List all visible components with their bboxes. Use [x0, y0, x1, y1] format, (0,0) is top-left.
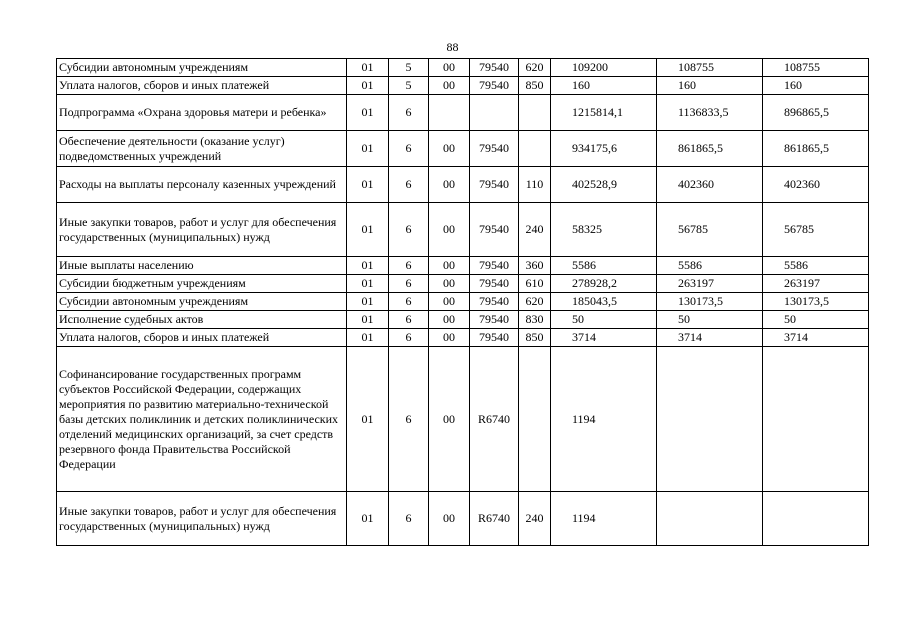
row-value-3-cell: 896865,5	[763, 95, 869, 131]
table-row	[57, 347, 869, 492]
row-name-cell: Исполнение судебных актов	[57, 311, 347, 329]
row-code-5-cell	[519, 347, 551, 492]
row-code-1-cell: 01	[347, 131, 389, 167]
row-code-2-cell: 6	[389, 311, 429, 329]
row-code-5-cell: 360	[519, 257, 551, 275]
row-code-1-cell: 01	[347, 311, 389, 329]
row-value-2-cell: 108755	[657, 59, 763, 77]
row-code-3-cell: 00	[429, 329, 470, 347]
row-code-4-cell: 79540	[470, 293, 519, 311]
row-name-cell: Иные закупки товаров, работ и услуг для обеспечения государственных (муниципальных) нужд	[57, 492, 347, 546]
row-code-2-cell: 6	[389, 275, 429, 293]
row-value-3-cell: 5586	[763, 257, 869, 275]
row-code-4-cell: 79540	[470, 311, 519, 329]
row-value-3-cell: 108755	[763, 59, 869, 77]
row-code-1-cell: 01	[347, 95, 389, 131]
row-code-1-cell: 01	[347, 275, 389, 293]
row-code-4-cell: 79540	[470, 257, 519, 275]
row-code-3-cell: 00	[429, 347, 470, 492]
row-value-1-cell: 185043,5	[551, 293, 657, 311]
row-name-cell: Уплата налогов, сборов и иных платежей	[57, 329, 347, 347]
row-value-2-cell: 861865,5	[657, 131, 763, 167]
row-value-2-cell	[657, 492, 763, 546]
table-row	[57, 275, 869, 293]
row-code-1-cell: 01	[347, 203, 389, 257]
table-row	[57, 167, 869, 203]
row-code-2-cell: 6	[389, 257, 429, 275]
row-value-2-cell: 5586	[657, 257, 763, 275]
row-code-5-cell	[519, 131, 551, 167]
row-name-cell: Иные закупки товаров, работ и услуг для обеспечения государственных (муниципальных) нужд	[57, 203, 347, 257]
row-code-2-cell: 6	[389, 131, 429, 167]
row-code-5-cell: 620	[519, 59, 551, 77]
row-name-cell: Субсидии автономным учреждениям	[57, 293, 347, 311]
row-value-3-cell: 263197	[763, 275, 869, 293]
row-code-2-cell: 6	[389, 95, 429, 131]
table-row	[57, 329, 869, 347]
row-code-3-cell: 00	[429, 492, 470, 546]
row-value-1-cell: 1194	[551, 347, 657, 492]
row-code-4-cell: 79540	[470, 329, 519, 347]
row-value-2-cell: 50	[657, 311, 763, 329]
row-code-1-cell: 01	[347, 329, 389, 347]
row-value-1-cell: 58325	[551, 203, 657, 257]
row-value-1-cell: 160	[551, 77, 657, 95]
table-row	[57, 311, 869, 329]
row-code-2-cell: 6	[389, 347, 429, 492]
table-row	[57, 77, 869, 95]
row-code-5-cell: 240	[519, 492, 551, 546]
row-code-2-cell: 6	[389, 293, 429, 311]
table-row	[57, 492, 869, 546]
row-value-1-cell: 278928,2	[551, 275, 657, 293]
row-value-3-cell	[763, 492, 869, 546]
row-code-4-cell	[470, 95, 519, 131]
row-code-2-cell: 6	[389, 329, 429, 347]
row-code-1-cell: 01	[347, 492, 389, 546]
row-value-2-cell: 56785	[657, 203, 763, 257]
table-row	[57, 59, 869, 77]
row-code-5-cell: 240	[519, 203, 551, 257]
table-row	[57, 131, 869, 167]
row-code-2-cell: 6	[389, 167, 429, 203]
row-name-cell: Иные выплаты населению	[57, 257, 347, 275]
row-code-2-cell: 5	[389, 59, 429, 77]
row-value-1-cell: 5586	[551, 257, 657, 275]
row-code-1-cell: 01	[347, 77, 389, 95]
row-code-5-cell: 110	[519, 167, 551, 203]
table-row	[57, 203, 869, 257]
table-row	[57, 293, 869, 311]
row-code-1-cell: 01	[347, 347, 389, 492]
row-code-3-cell: 00	[429, 77, 470, 95]
page-number: 88	[446, 40, 459, 54]
row-code-1-cell: 01	[347, 167, 389, 203]
row-code-4-cell: 79540	[470, 275, 519, 293]
row-code-5-cell: 610	[519, 275, 551, 293]
row-value-3-cell: 861865,5	[763, 131, 869, 167]
row-code-4-cell: 79540	[470, 167, 519, 203]
row-code-4-cell: R6740	[470, 492, 519, 546]
row-code-3-cell: 00	[429, 131, 470, 167]
row-code-2-cell: 5	[389, 77, 429, 95]
row-value-2-cell: 130173,5	[657, 293, 763, 311]
row-value-2-cell: 160	[657, 77, 763, 95]
budget-table	[56, 58, 869, 546]
row-code-3-cell: 00	[429, 59, 470, 77]
row-value-3-cell: 160	[763, 77, 869, 95]
row-name-cell: Софинансирование государственных программ субъектов Российской Федерации, содержащих мероприятия по развитию материально-технической базы детских поликлиник и детских поликлинических отделений медицинских организаций, за счет средств резервного фонда Правительства Российской Федерации	[57, 347, 347, 492]
row-code-3-cell: 00	[429, 167, 470, 203]
row-value-3-cell: 50	[763, 311, 869, 329]
table-row	[57, 257, 869, 275]
row-name-cell: Обеспечение деятельности (оказание услуг) подведомственных учреждений	[57, 131, 347, 167]
row-value-3-cell: 130173,5	[763, 293, 869, 311]
row-value-1-cell: 934175,6	[551, 131, 657, 167]
row-code-4-cell: 79540	[470, 77, 519, 95]
row-value-2-cell: 3714	[657, 329, 763, 347]
row-code-3-cell	[429, 95, 470, 131]
row-code-3-cell: 00	[429, 203, 470, 257]
row-name-cell: Подпрограмма «Охрана здоровья матери и ребенка»	[57, 95, 347, 131]
row-code-4-cell: R6740	[470, 347, 519, 492]
row-name-cell: Субсидии бюджетным учреждениям	[57, 275, 347, 293]
row-name-cell: Субсидии автономным учреждениям	[57, 59, 347, 77]
row-code-1-cell: 01	[347, 293, 389, 311]
row-name-cell: Уплата налогов, сборов и иных платежей	[57, 77, 347, 95]
row-code-4-cell: 79540	[470, 203, 519, 257]
row-name-cell: Расходы на выплаты персоналу казенных учреждений	[57, 167, 347, 203]
row-code-1-cell: 01	[347, 257, 389, 275]
row-value-1-cell: 109200	[551, 59, 657, 77]
table-body	[57, 59, 869, 546]
row-code-5-cell: 850	[519, 329, 551, 347]
row-value-2-cell: 263197	[657, 275, 763, 293]
row-code-3-cell: 00	[429, 275, 470, 293]
row-value-1-cell: 402528,9	[551, 167, 657, 203]
row-value-3-cell: 56785	[763, 203, 869, 257]
row-code-5-cell: 830	[519, 311, 551, 329]
row-value-2-cell: 1136833,5	[657, 95, 763, 131]
row-code-3-cell: 00	[429, 293, 470, 311]
row-value-2-cell: 402360	[657, 167, 763, 203]
row-value-1-cell: 50	[551, 311, 657, 329]
row-code-3-cell: 00	[429, 311, 470, 329]
row-value-2-cell	[657, 347, 763, 492]
row-code-4-cell: 79540	[470, 59, 519, 77]
row-code-3-cell: 00	[429, 257, 470, 275]
row-value-1-cell: 3714	[551, 329, 657, 347]
row-code-4-cell: 79540	[470, 131, 519, 167]
row-code-2-cell: 6	[389, 203, 429, 257]
row-code-1-cell: 01	[347, 59, 389, 77]
row-value-3-cell	[763, 347, 869, 492]
row-value-3-cell: 3714	[763, 329, 869, 347]
row-value-3-cell: 402360	[763, 167, 869, 203]
row-value-1-cell: 1194	[551, 492, 657, 546]
table-row	[57, 95, 869, 131]
row-code-2-cell: 6	[389, 492, 429, 546]
row-code-5-cell: 850	[519, 77, 551, 95]
row-value-1-cell: 1215814,1	[551, 95, 657, 131]
row-code-5-cell: 620	[519, 293, 551, 311]
row-code-5-cell	[519, 95, 551, 131]
